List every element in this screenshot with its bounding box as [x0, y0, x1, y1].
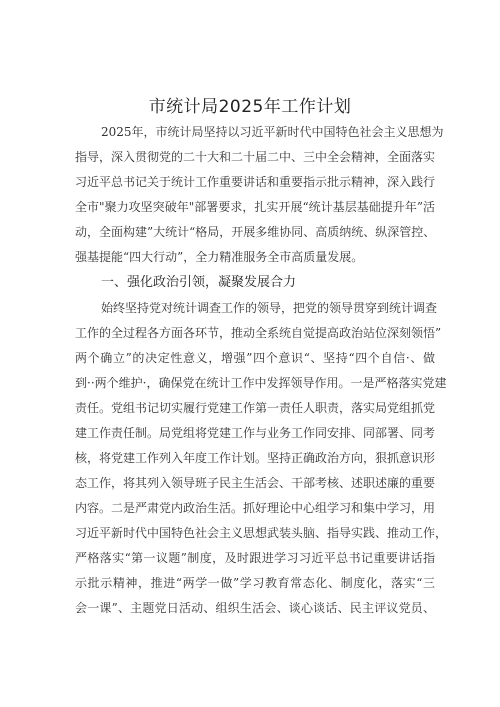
paragraph-line: 到··两个维护·，确保党在统计工作中发挥领导作用。一是严格落实党建 [75, 376, 447, 390]
paragraph-line: 两个确立”的决定性意义，增强”四个意识“、坚持“四个自信·、做 [75, 351, 435, 365]
paragraph-line: 习近平新时代中国特色社会主义思想武装头脑、指导实践、推动工作， [75, 526, 448, 540]
paragraph-line: 责任。党组书记切实履行党建工作第一责任人职责，落实局党组抓党 [75, 401, 436, 415]
paragraph-line: 动，全面构建”大统计“格局，开展多维协同、高质纳统、纵深管控、 [75, 225, 436, 239]
paragraph-line: 建工作责任制。局党组将党建工作与业务工作同安排、同部署、同考 [75, 426, 436, 440]
paragraph-line: 工作的全过程各方面各环节，推动全系统自觉提高政治站位深刻领悟” [75, 326, 442, 340]
document-title: 市统计局2025年工作计划 [148, 97, 352, 117]
paragraph-line: 始终坚持党对统计调查工作的领导，把党的领导贯穿到统计调查 [101, 301, 438, 315]
paragraph-line: 2025年，市统计局坚持以习近平新时代中国特色社会主义思想为 [101, 125, 444, 139]
paragraph-line: 会一课”、主题党日活动、组织生活会、谈心谈话、民主评议党员、 [75, 601, 435, 615]
paragraph-line: 指导，深入贯彻党的二十大和二十届二中、三中全会精神，全面落实 [75, 150, 436, 164]
paragraph-line: 习近平总书记关于统计工作重要讲话和重要指示批示精神，深入践行 [75, 175, 436, 189]
paragraph-line: 示批示精神，推进“两学一做”学习教育常态化、制度化，落实“三 [75, 576, 435, 590]
paragraph-line: 严格落实“第一议题”制度，及时跟进学习习近平总书记重要讲话指 [75, 551, 435, 565]
document-body [75, 120, 448, 621]
paragraph-line: 核，将党建工作列入年度工作计划。坚持正确政治方向，狠抓意识形 [75, 451, 436, 465]
paragraph-line: 态工作，将其列入领导班子民主生活会、干部考核、述职述廉的重要 [75, 476, 436, 490]
paragraph-line: 内容。二是严肃党内政治生活。抓好理论中心组学习和集中学习，用 [75, 501, 436, 515]
paragraph-line: 全市"聚力攻坚突破年"部署要求，扎实开展“统计基层基础提升年”活 [75, 200, 435, 214]
paragraph-line: 强基提能“四大行动”，全力精准服务全市高质量发展。 [75, 250, 364, 264]
section-heading: 一、强化政治引领，凝聚发展合力 [101, 275, 297, 290]
